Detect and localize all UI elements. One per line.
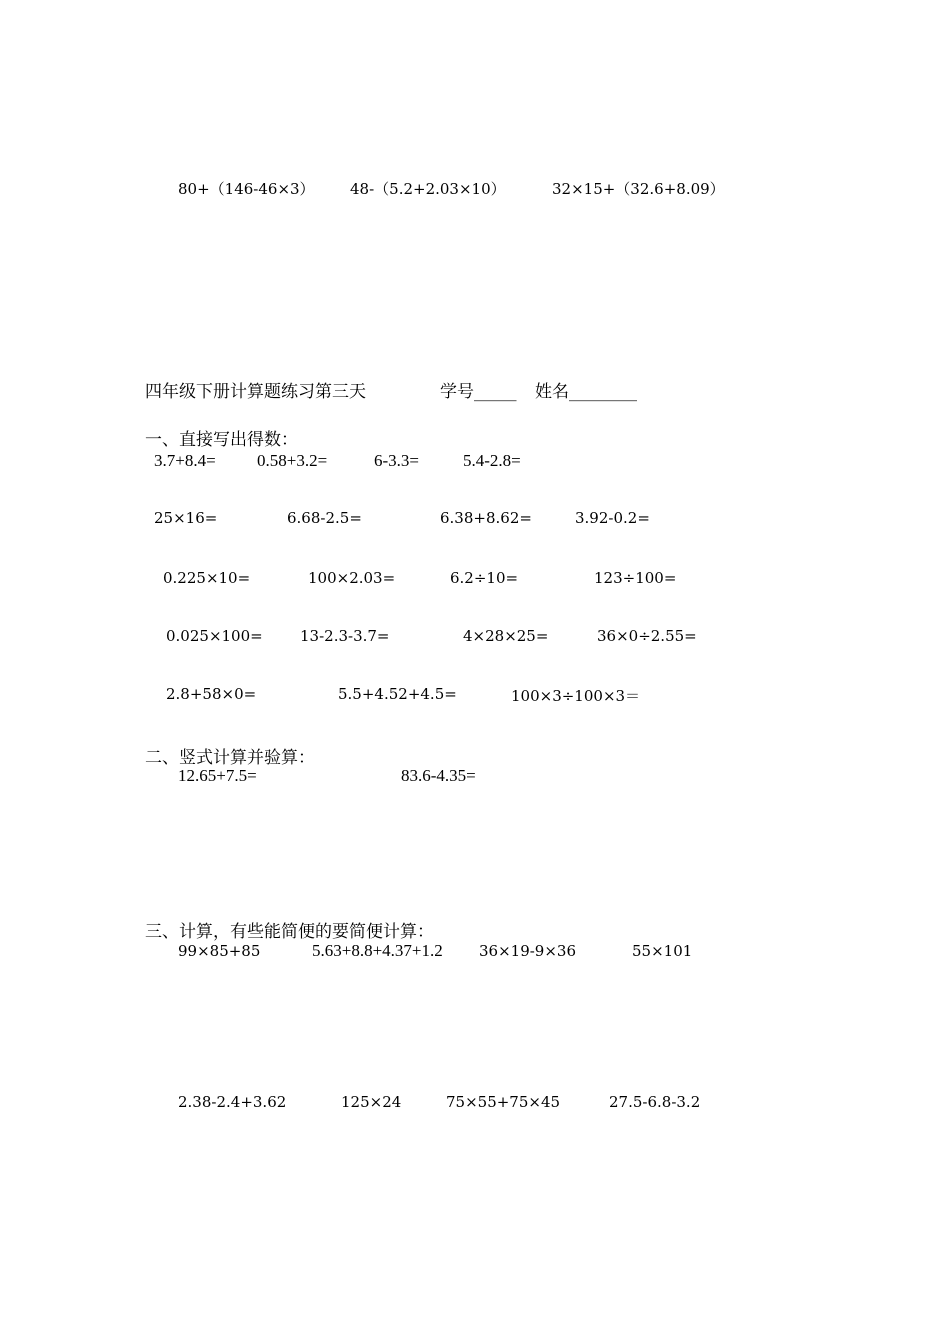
- s1-r3-c3: 6.2÷10=: [450, 569, 519, 587]
- s3-r2-c3: 75×55+75×45: [446, 1093, 561, 1111]
- top-expr-1: 80+（146-46×3）: [178, 180, 315, 198]
- s1-r5-c2: 5.5+4.52+4.5=: [338, 685, 457, 703]
- s3-r1-c1: 99×85+85: [178, 942, 261, 960]
- s1-r4-c1: 0.025×100=: [166, 627, 263, 645]
- s3-r1-c3: 36×19-9×36: [479, 942, 577, 960]
- s1-r1-c3: 6-3.3=: [374, 451, 419, 470]
- s2-item-1: 12.65+7.5=: [178, 766, 257, 785]
- student-number-field: 学号_____: [440, 382, 517, 402]
- s1-r4-c2: 13-2.3-3.7=: [300, 627, 390, 645]
- s3-r1-c2: 5.63+8.8+4.37+1.2: [312, 941, 443, 960]
- s1-r1-c1: 3.7+8.4=: [154, 451, 216, 470]
- s3-r2-c4: 27.5-6.8-3.2: [609, 1093, 701, 1111]
- top-expr-2: 48-（5.2+2.03×10）: [350, 180, 506, 198]
- worksheet-title: 四年级下册计算题练习第三天: [145, 382, 366, 402]
- s1-r3-c2: 100×2.03=: [308, 569, 396, 587]
- s1-r2-c3: 6.38+8.62=: [440, 509, 532, 527]
- section3-title: 三、计算，有些能简便的要简便计算：: [145, 922, 434, 942]
- s1-r2-c2: 6.68-2.5=: [287, 509, 362, 527]
- s1-r4-c3: 4×28×25=: [463, 627, 549, 645]
- s1-r4-c4: 36×0÷2.55=: [597, 627, 697, 645]
- s1-r3-c4: 123÷100=: [594, 569, 677, 587]
- s1-r1-c2: 0.58+3.2=: [257, 451, 328, 470]
- s3-r2-c1: 2.38-2.4+3.62: [178, 1093, 287, 1111]
- s2-item-2: 83.6-4.35=: [401, 766, 476, 785]
- s1-r1-c4: 5.4-2.8=: [463, 451, 521, 470]
- s3-r2-c2: 125×24: [341, 1093, 402, 1111]
- s1-r2-c4: 3.92-0.2=: [575, 509, 650, 527]
- s3-r1-c4: 55×101: [632, 942, 693, 960]
- section1-title: 一、直接写出得数：: [145, 430, 298, 450]
- student-name-field: 姓名________: [535, 382, 637, 402]
- section2-title: 二、竖式计算并验算：: [145, 748, 315, 768]
- s1-r5-c1: 2.8+58×0=: [166, 685, 257, 703]
- s1-r5-c3: 100×3÷100×3＝: [511, 687, 641, 705]
- top-expr-3: 32×15+（32.6+8.09）: [552, 180, 725, 198]
- s1-r3-c1: 0.225×10=: [163, 569, 251, 587]
- s1-r2-c1: 25×16=: [154, 509, 218, 527]
